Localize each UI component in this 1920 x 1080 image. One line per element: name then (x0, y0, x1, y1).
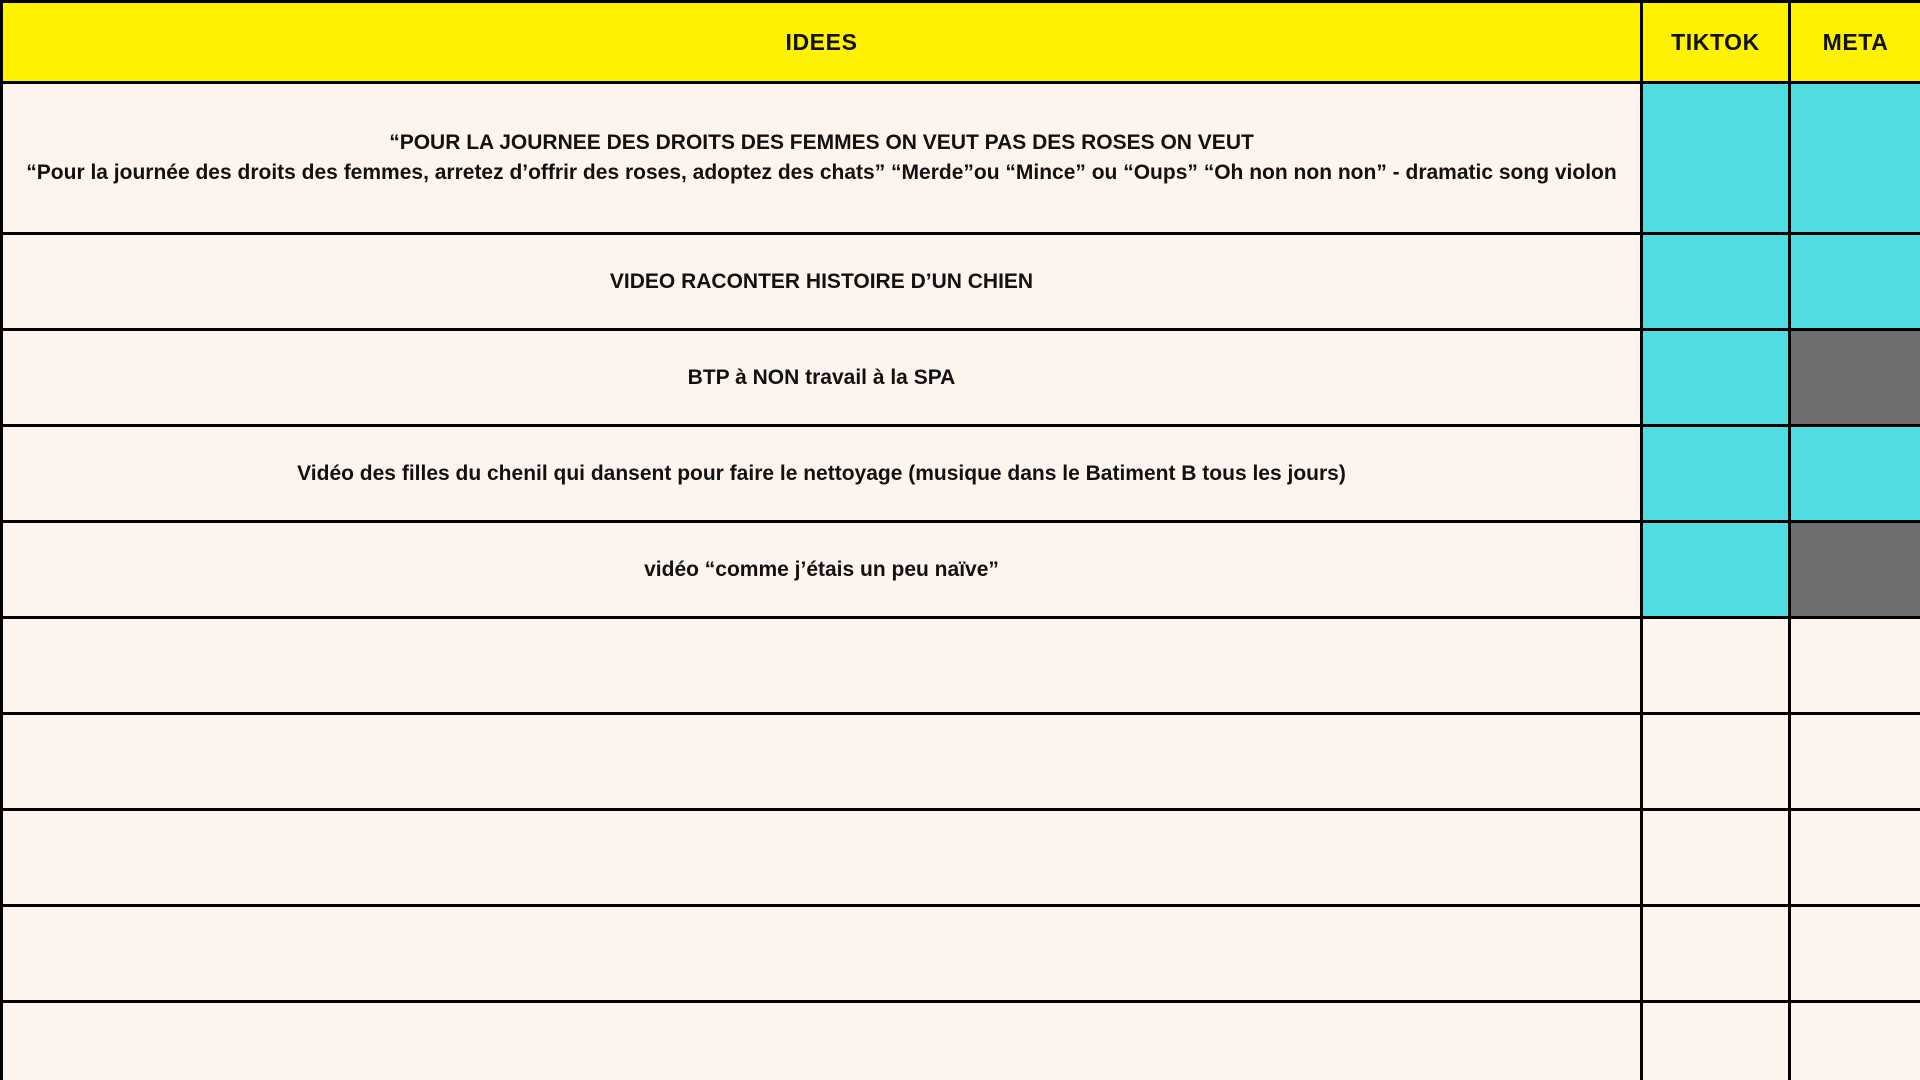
tiktok-status-cell[interactable] (1642, 714, 1790, 810)
tiktok-status-cell[interactable] (1642, 234, 1790, 330)
meta-status-cell[interactable] (1790, 1002, 1920, 1080)
table-row (2, 426, 1920, 522)
idea-line: BTP à NON travail à la SPA (687, 365, 956, 389)
table-row (2, 234, 1920, 330)
meta-status-cell[interactable] (1790, 426, 1920, 522)
meta-status-cell[interactable] (1790, 330, 1920, 426)
idea-cell[interactable] (2, 330, 1642, 426)
meta-status-cell[interactable] (1790, 234, 1920, 330)
meta-status-cell[interactable] (1790, 522, 1920, 618)
idea-line: VIDEO RACONTER HISTOIRE D’UN CHIEN (609, 269, 1034, 293)
idea-line: “POUR LA JOURNEE DES DROITS DES FEMMES ON VEUT PAS DES ROSES ON VEUT (389, 131, 1254, 155)
meta-status-cell[interactable] (1790, 714, 1920, 810)
meta-status-cell[interactable] (1790, 618, 1920, 714)
idea-line: Vidéo des filles du chenil qui dansent pour faire le nettoyage (musique dans le Batiment B tous les jours) (297, 461, 1346, 485)
tiktok-status-cell[interactable] (1642, 83, 1790, 234)
table-row (2, 83, 1920, 234)
idea-cell[interactable] (2, 906, 1642, 1002)
tiktok-status-cell[interactable] (1642, 522, 1790, 618)
table-row (2, 714, 1920, 810)
column-header-tiktok[interactable]: TIKTOK (1642, 2, 1790, 83)
idea-cell[interactable] (2, 83, 1642, 234)
idea-cell[interactable] (2, 426, 1642, 522)
meta-status-cell[interactable] (1790, 83, 1920, 234)
table-row (2, 906, 1920, 1002)
column-header-ideas[interactable]: IDEES (2, 2, 1642, 83)
idea-cell[interactable] (2, 810, 1642, 906)
idea-cell[interactable] (2, 618, 1642, 714)
idea-cell[interactable] (2, 714, 1642, 810)
table-row (2, 618, 1920, 714)
idea-cell[interactable] (2, 1002, 1642, 1080)
meta-status-cell[interactable] (1790, 906, 1920, 1002)
idea-line: vidéo “comme j’étais un peu naïve” (644, 557, 999, 581)
idea-line: “Pour la journée des droits des femmes, arretez d’offrir des roses, adoptez des chats” “Merde”ou “Mince” ou “Oups” “Oh non non non” - dramatic song violon (26, 161, 1617, 184)
meta-status-cell[interactable] (1790, 810, 1920, 906)
column-header-meta[interactable]: META (1790, 2, 1920, 83)
table-header-row (2, 2, 1920, 83)
tiktok-status-cell[interactable] (1642, 906, 1790, 1002)
table-row (2, 330, 1920, 426)
tiktok-status-cell[interactable] (1642, 426, 1790, 522)
tiktok-status-cell[interactable] (1642, 810, 1790, 906)
tiktok-status-cell[interactable] (1642, 330, 1790, 426)
idea-cell[interactable] (2, 234, 1642, 330)
tiktok-status-cell[interactable] (1642, 618, 1790, 714)
table-row (2, 810, 1920, 906)
idea-cell[interactable] (2, 522, 1642, 618)
table-row (2, 522, 1920, 618)
table-row (2, 1002, 1920, 1080)
tiktok-status-cell[interactable] (1642, 1002, 1790, 1080)
